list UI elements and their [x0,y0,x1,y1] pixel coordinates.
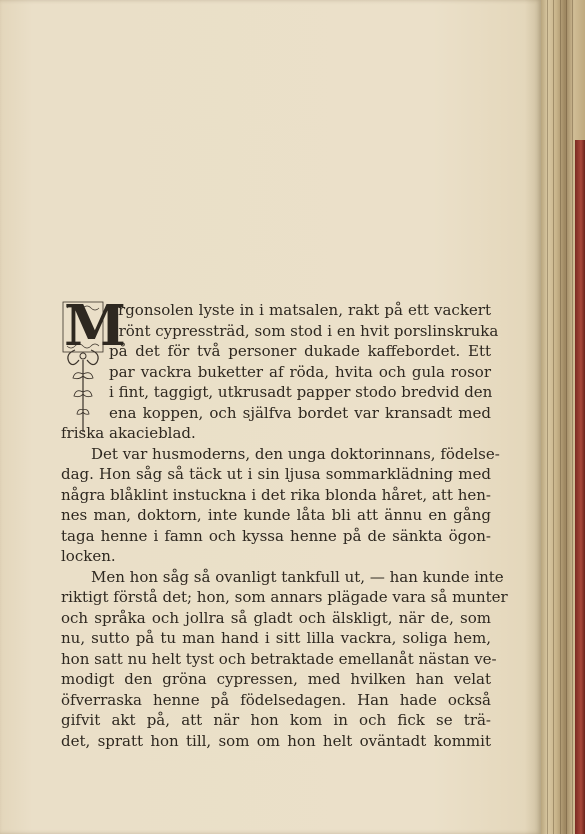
text-line: i fint, taggigt, utkrusadt papper stodo bredvid den [109,383,493,401]
text-line: dag. Hon såg så täck ut i sin ljusa sommarklädning med [61,465,491,483]
text-line: grönt cypressträd, som stod i en hvit porslinskruka [109,321,499,340]
text-line: ena koppen, och själfva bordet var kransadt med [109,403,491,422]
text-line: nes man, doktorn, inte kunde låta bli att ännu en gång [61,506,491,524]
text-line: orgonsolen lyste in i matsalen, rakt på ett vackert [109,301,491,319]
text-line: Men hon såg så ovanligt tankfull ut, — han kunde inte [91,567,504,586]
text-line: öfverraska henne på födelsedagen. Han hade också [61,690,491,709]
drop-cap-letter: M [64,293,124,359]
text-line: gifvit akt på, att när hon kom in och fick se trä- [61,711,491,729]
text-line: och språka och jollra så gladt och älskligt, när de, som [61,608,491,627]
text-line: par vackra buketter af röda, hvita och gula rosor [109,362,491,381]
text-line: locken. [61,547,116,565]
red-cover-edge [575,140,585,834]
text-line: nu, sutto på tu man hand i sitt lilla vackra, soliga hem, [61,629,491,647]
book-binding [541,0,585,834]
text-line: Det var husmoderns, den unga doktorinnans, födelse- [91,444,500,463]
text-line: det, spratt hon till, som om hon helt oväntadt kommit [61,731,491,750]
drop-cap [61,293,124,360]
body-text [61,293,508,751]
text-line: taga henne i famn och kyssa henne på de sänkta ögon- [61,526,491,545]
text-line: hon satt nu helt tyst och betraktade emellanåt nästan ve- [61,649,497,668]
text-line: några blåklint instuckna i det rika blonda håret, att hen- [61,485,491,504]
text-line: modigt den gröna cypressen, med hvilken han velat [61,670,491,688]
floral-ornament-icon [61,344,105,438]
text-line: friska akacieblad. [61,424,196,442]
text-line: på det för två personer dukade kaffebordet. Ett [109,342,491,360]
text-line: riktigt förstå det; hon, som annars plägade vara så munter [61,588,508,606]
